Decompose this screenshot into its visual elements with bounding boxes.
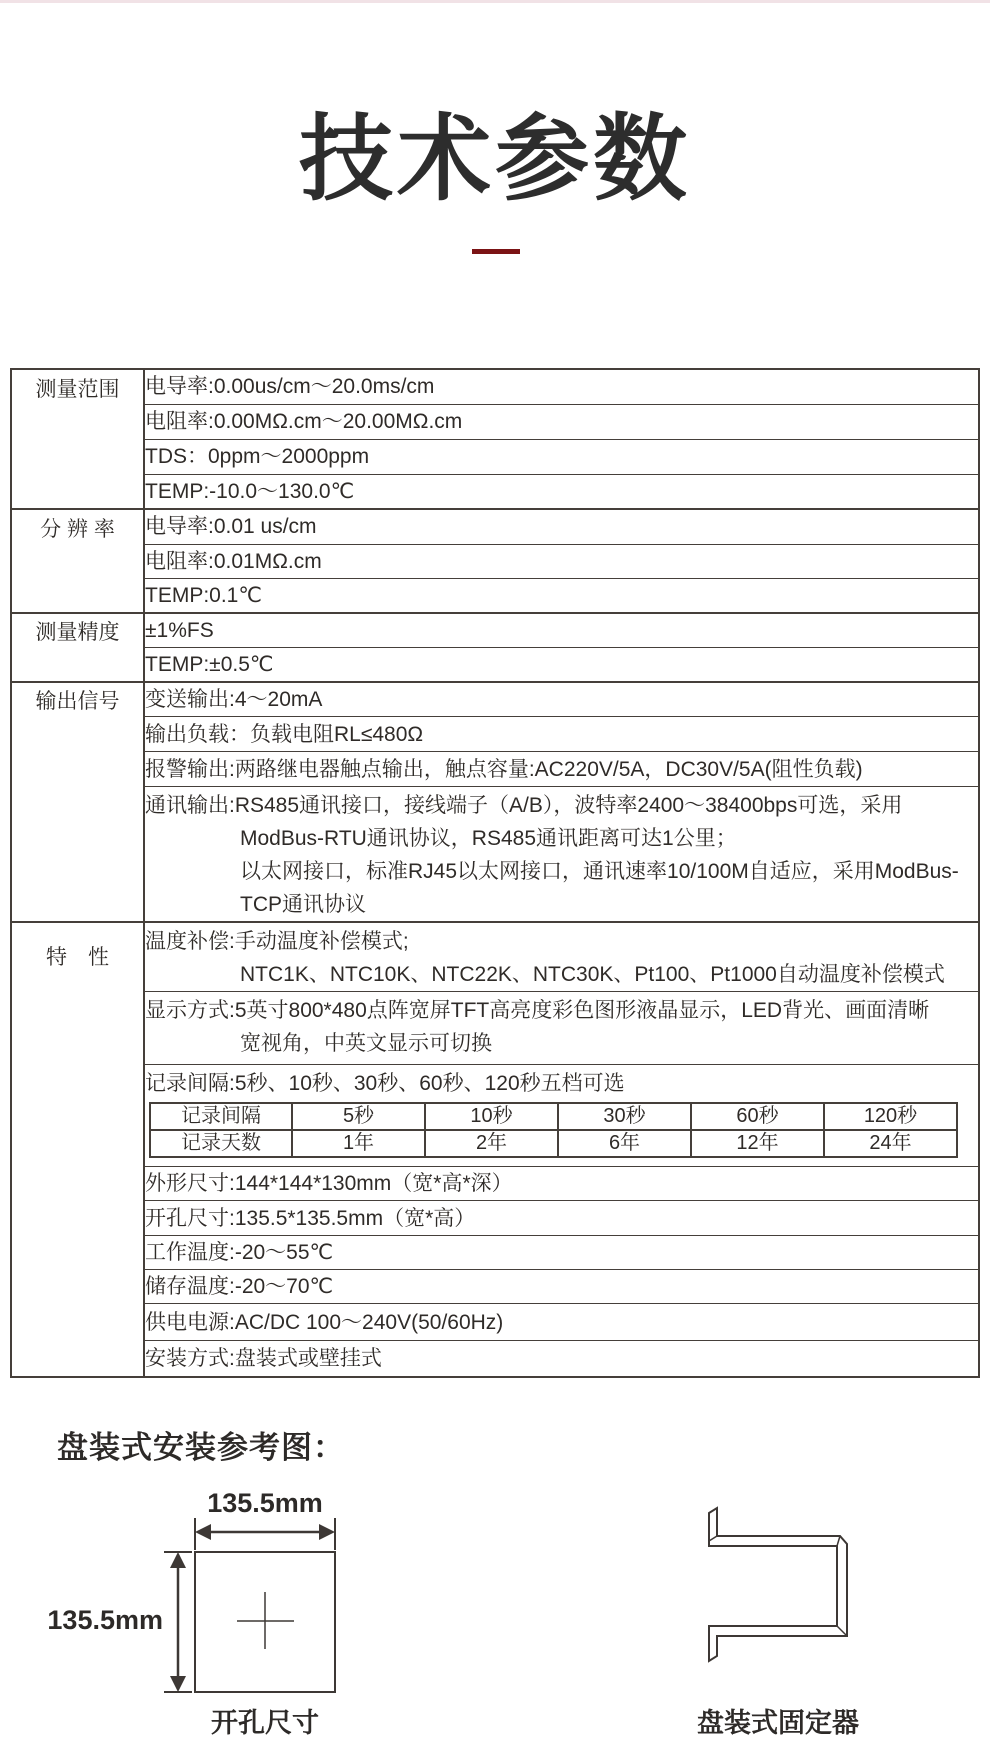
record-cell: 2年 [425, 1130, 558, 1157]
spec-value [144, 647, 979, 682]
spec-value [144, 1201, 979, 1236]
spec-row [11, 647, 979, 682]
spec-value-line: 宽视角，中英文显示可切换 [240, 1032, 492, 1055]
record-cell: 6年 [558, 1130, 691, 1157]
spec-row [11, 1341, 979, 1377]
record-cell: 60秒 [691, 1103, 824, 1130]
spec-row [11, 509, 979, 544]
spec-value-line: 工作温度:-20～55℃ [145, 1241, 334, 1264]
spec-value-line: NTC1K、NTC10K、NTC22K、NTC30K、Pt100、Pt1000自动温度补偿模式 [240, 963, 945, 986]
spec-value-line: 报警输出:两路继电器触点输出，触点容量:AC220V/5A，DC30V/5A(阻性负载) [145, 757, 863, 781]
spec-value-line: 安装方式:盘装式或壁挂式 [145, 1346, 382, 1370]
spec-value [144, 369, 979, 404]
spec-value-line: 供电电源:AC/DC 100～240V(50/60Hz) [145, 1310, 504, 1334]
spec-row [11, 578, 979, 613]
spec-value [144, 613, 979, 648]
spec-row [11, 369, 979, 404]
spec-value-line: TEMP:0.1℃ [145, 583, 262, 607]
spec-value-line: 电阻率:0.00MΩ.cm～20.00MΩ.cm [145, 410, 463, 433]
spec-row [11, 439, 979, 474]
spec-row [11, 1236, 979, 1270]
spec-value-line: 显示方式:5英寸800*480点阵宽屏TFT高亮度彩色图形液晶显示，LED背光、画面清晰 [145, 999, 930, 1022]
spec-row [11, 544, 979, 578]
spec-value [144, 752, 979, 787]
spec-row [11, 1201, 979, 1236]
spec-row [11, 1167, 979, 1201]
spec-value [144, 787, 979, 923]
spec-value [144, 1270, 979, 1304]
cutout-width-label: 135.5mm [207, 1488, 323, 1518]
page-title: 技术参数 [298, 106, 691, 211]
diagram-heading: 盘装式安装参考图： [57, 1430, 345, 1465]
spec-value [144, 474, 979, 509]
record-interval-table [149, 1102, 958, 1158]
spec-value-line: TEMP:-10.0～130.0℃ [145, 479, 355, 503]
cutout-height-label: 135.5mm [47, 1605, 163, 1635]
spec-row [11, 717, 979, 752]
record-row [150, 1130, 957, 1157]
title-underline [472, 249, 520, 254]
record-cell: 5秒 [292, 1103, 425, 1130]
spec-value [144, 717, 979, 752]
spec-value-line: 记录间隔:5秒、10秒、30秒、60秒、120秒五档可选 [145, 1072, 625, 1095]
section-label: 输出信号 [11, 682, 144, 923]
spec-row [11, 682, 979, 717]
spec-row [11, 1304, 979, 1341]
record-cell: 120秒 [824, 1103, 957, 1130]
record-row [150, 1103, 957, 1130]
spec-table [10, 368, 980, 1378]
spec-value-line: 外形尺寸:144*144*130mm（宽*高*深） [145, 1172, 513, 1195]
spec-value-line: 储存温度:-20～70℃ [145, 1275, 334, 1298]
spec-row [11, 922, 979, 992]
top-accent-strip [0, 0, 990, 3]
spec-value [144, 682, 979, 717]
spec-value-line: 电导率:0.01 us/cm [145, 515, 317, 539]
spec-value [144, 404, 979, 439]
spec-value-line: TEMP:±0.5℃ [145, 652, 274, 676]
arrowhead-left [195, 1524, 211, 1540]
section-label: 测量范围 [11, 369, 144, 509]
spec-value-line: 电导率:0.00us/cm～20.0ms/cm [145, 375, 435, 399]
fixer-diagram [690, 1495, 865, 1675]
spec-value [144, 578, 979, 613]
spec-value-line: 电阻率:0.01MΩ.cm [145, 549, 322, 573]
spec-value-line: 变送输出:4～20mA [145, 687, 323, 711]
fixer-bracket-outline [709, 1508, 847, 1661]
spec-row [11, 474, 979, 509]
arrowhead-right [319, 1524, 335, 1540]
spec-row [11, 1270, 979, 1304]
spec-value-line: ModBus-RTU通讯协议，RS485通讯距离可达1公里； [240, 827, 737, 850]
record-row-label: 记录天数 [150, 1130, 292, 1157]
spec-value-line: 通讯输出:RS485通讯接口，接线端子（A/B），波特率2400～38400bps可选，采用 [145, 794, 903, 817]
spec-value [144, 544, 979, 578]
spec-value-line: 开孔尺寸:135.5*135.5mm（宽*高） [145, 1206, 476, 1230]
spec-row [11, 1065, 979, 1167]
record-row-label: 记录间隔 [150, 1103, 292, 1130]
spec-value [144, 922, 979, 992]
spec-value [144, 1341, 979, 1377]
spec-value [144, 1304, 979, 1341]
record-cell: 1年 [292, 1130, 425, 1157]
section-label: 测量精度 [11, 613, 144, 682]
spec-value [144, 439, 979, 474]
record-cell: 24年 [824, 1130, 957, 1157]
spec-row [11, 992, 979, 1065]
spec-value-line: 温度补偿:手动温度补偿模式; [145, 930, 409, 953]
spec-value [144, 509, 979, 544]
spec-row [11, 404, 979, 439]
cutout-caption: 开孔尺寸 [211, 1708, 319, 1738]
spec-row [11, 613, 979, 648]
spec-value-line: ±1%FS [145, 618, 214, 642]
spec-value-line: TDS：0ppm～2000ppm [145, 445, 370, 468]
record-cell: 30秒 [558, 1103, 691, 1130]
section-label: 分 辨 率 [11, 509, 144, 613]
spec-value [144, 992, 979, 1065]
arrowhead-down [170, 1676, 186, 1692]
fixer-caption: 盘装式固定器 [697, 1708, 859, 1738]
spec-row [11, 787, 979, 923]
spec-value [144, 1167, 979, 1201]
spec-value-line: TCP通讯协议 [240, 893, 366, 916]
arrowhead-up [170, 1552, 186, 1568]
record-cell: 12年 [691, 1130, 824, 1157]
record-cell: 10秒 [425, 1103, 558, 1130]
spec-value [144, 1236, 979, 1270]
section-label: 特 性 [11, 922, 144, 1377]
spec-value-line: 输出负载：负载电阻RL≤480Ω [145, 722, 424, 746]
spec-value-line: 以太网接口，标准RJ45以太网接口，通讯速率10/100M自适应，采用ModBus- [240, 860, 959, 883]
spec-value [144, 1065, 979, 1167]
spec-row [11, 752, 979, 787]
